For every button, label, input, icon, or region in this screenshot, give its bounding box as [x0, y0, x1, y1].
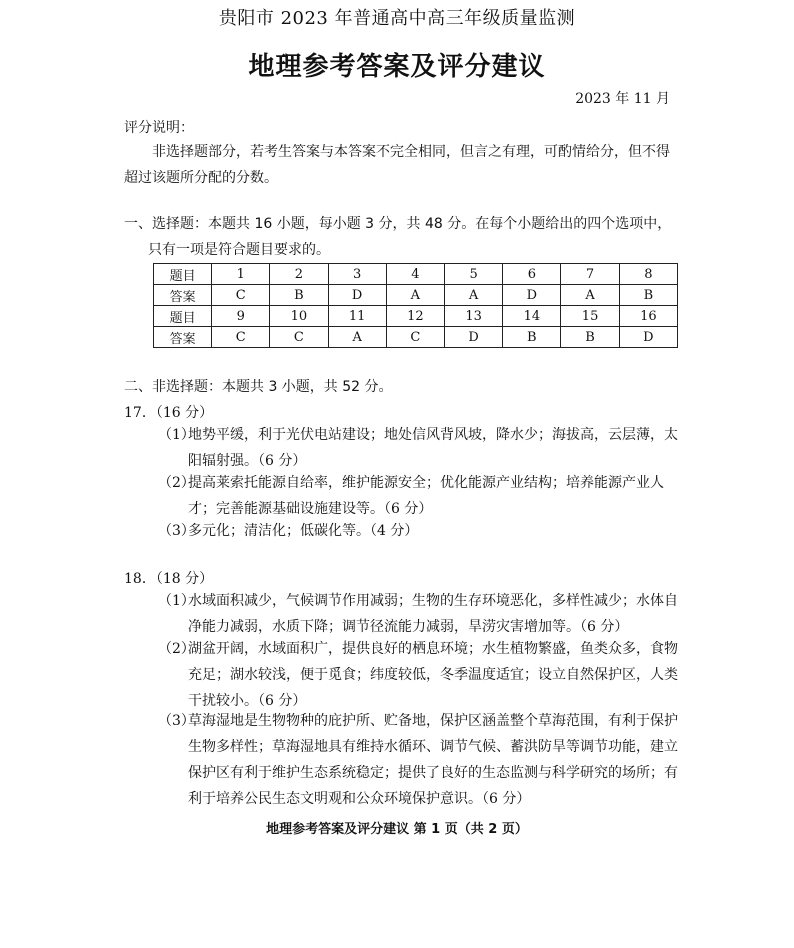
section1-heading-line1: 一、选择题：本题共 16 小题，每小题 3 分，共 48 分。在每个小题给出的四个选项中， [124, 216, 672, 232]
table-cell: A [444, 285, 502, 306]
table-cell: 4 [386, 264, 444, 285]
item-text: 提高莱索托能源自给率，维护能源安全；优化能源产业结构；培养能源产业人才；完善能源基础设施建设等。（6 分） [188, 475, 664, 517]
table-row [154, 327, 678, 348]
item-text: 水域面积减少，气候调节作用减弱；生物的生存环境恶化，多样性减少；水体自净能力减弱，水质下降；调节径流能力减弱，旱涝灾害增加等。（6 分） [188, 593, 678, 635]
table-cell: C [270, 327, 328, 348]
table-cell: A [386, 285, 444, 306]
section1-heading-line2: 只有一项是符合题目要求的。 [148, 242, 330, 258]
table-cell: 3 [328, 264, 386, 285]
table-cell: B [270, 285, 328, 306]
item-number: （1） [158, 427, 195, 443]
table-cell: D [503, 285, 561, 306]
item-text: 地势平缓，利于光伏电站建设；地处信风背风坡，降水少；海拔高，云层薄，太阳辐射强。（6 分） [188, 427, 678, 469]
table-cell: 2 [270, 264, 328, 285]
table-cell: 10 [270, 306, 328, 327]
page-title: 地理参考答案及评分建议 [248, 52, 546, 82]
answer-item [158, 422, 688, 474]
answer-item [158, 588, 688, 640]
answer-item [158, 518, 688, 544]
scoring-notes-paragraph: 非选择题部分，若考生答案与本答案不完全相同，但言之有理，可酌情给分，但不得超过该题所分配的分数。 [124, 144, 670, 186]
table-cell: A [561, 285, 619, 306]
answer-item [158, 636, 688, 714]
section1-heading [124, 211, 684, 263]
item-number: （1） [158, 593, 195, 609]
table-row [154, 306, 678, 327]
table-cell: B [619, 285, 677, 306]
table-cell: 12 [386, 306, 444, 327]
question-17-title: 17．（16 分） [124, 405, 214, 421]
table-cell: 5 [444, 264, 502, 285]
table-cell: C [386, 327, 444, 348]
answer-item [158, 470, 688, 522]
table-cell: A [328, 327, 386, 348]
table-cell: B [503, 327, 561, 348]
table-cell: 14 [503, 306, 561, 327]
page-footer: 地理参考答案及评分建议 第 1 页（共 2 页） [266, 822, 528, 837]
item-text: 草海湿地是生物物种的庇护所、贮备地，保护区涵盖整个草海范围，有利于保护生物多样性；草海湿地具有维持水循环、调节气候、蓄洪防旱等调节功能，建立保护区有利于维护生态系统稳定；提供了良好的生态监测与科学研究的场所；有利于培养公民生态文明观和公众环境保护意识。（6 分） [188, 713, 678, 807]
item-number: （2） [158, 475, 195, 491]
row-label: 题目 [154, 264, 212, 285]
table-row [154, 264, 678, 285]
exam-title: 贵阳市 2023 年普通高中高三年级质量监测 [218, 8, 576, 29]
row-label: 题目 [154, 306, 212, 327]
item-text: 湖盆开阔，水域面积广，提供良好的栖息环境；水生植物繁盛，鱼类众多，食物充足；湖水较浅，便于觅食；纬度较低，冬季温度适宜；设立自然保护区，人类干扰较小。（6 分） [188, 641, 678, 709]
section2-heading: 二、非选择题：本题共 3 小题，共 52 分。 [124, 379, 393, 395]
table-cell: D [328, 285, 386, 306]
document-date: 2023 年 11 月 [575, 91, 670, 107]
scoring-notes-label: 评分说明： [124, 120, 194, 136]
table-cell: C [212, 285, 270, 306]
table-cell: D [619, 327, 677, 348]
scoring-notes-text [124, 139, 674, 191]
table-cell: 15 [561, 306, 619, 327]
table-cell: 1 [212, 264, 270, 285]
question-18-title: 18．（18 分） [124, 571, 214, 587]
item-number: （3） [158, 713, 195, 729]
table-cell: 11 [328, 306, 386, 327]
table-cell: C [212, 327, 270, 348]
table-cell: 7 [561, 264, 619, 285]
table-cell: 16 [619, 306, 677, 327]
item-text: 多元化；清洁化；低碳化等。（4 分） [188, 523, 419, 539]
answer-table [153, 263, 678, 348]
table-cell: 6 [503, 264, 561, 285]
answer-item [158, 708, 688, 812]
table-cell: 8 [619, 264, 677, 285]
item-number: （3） [158, 523, 195, 539]
table-cell: 9 [212, 306, 270, 327]
table-cell: D [444, 327, 502, 348]
row-label: 答案 [154, 285, 212, 306]
table-cell: 13 [444, 306, 502, 327]
table-cell: B [561, 327, 619, 348]
row-label: 答案 [154, 327, 212, 348]
item-number: （2） [158, 641, 195, 657]
table-row [154, 285, 678, 306]
